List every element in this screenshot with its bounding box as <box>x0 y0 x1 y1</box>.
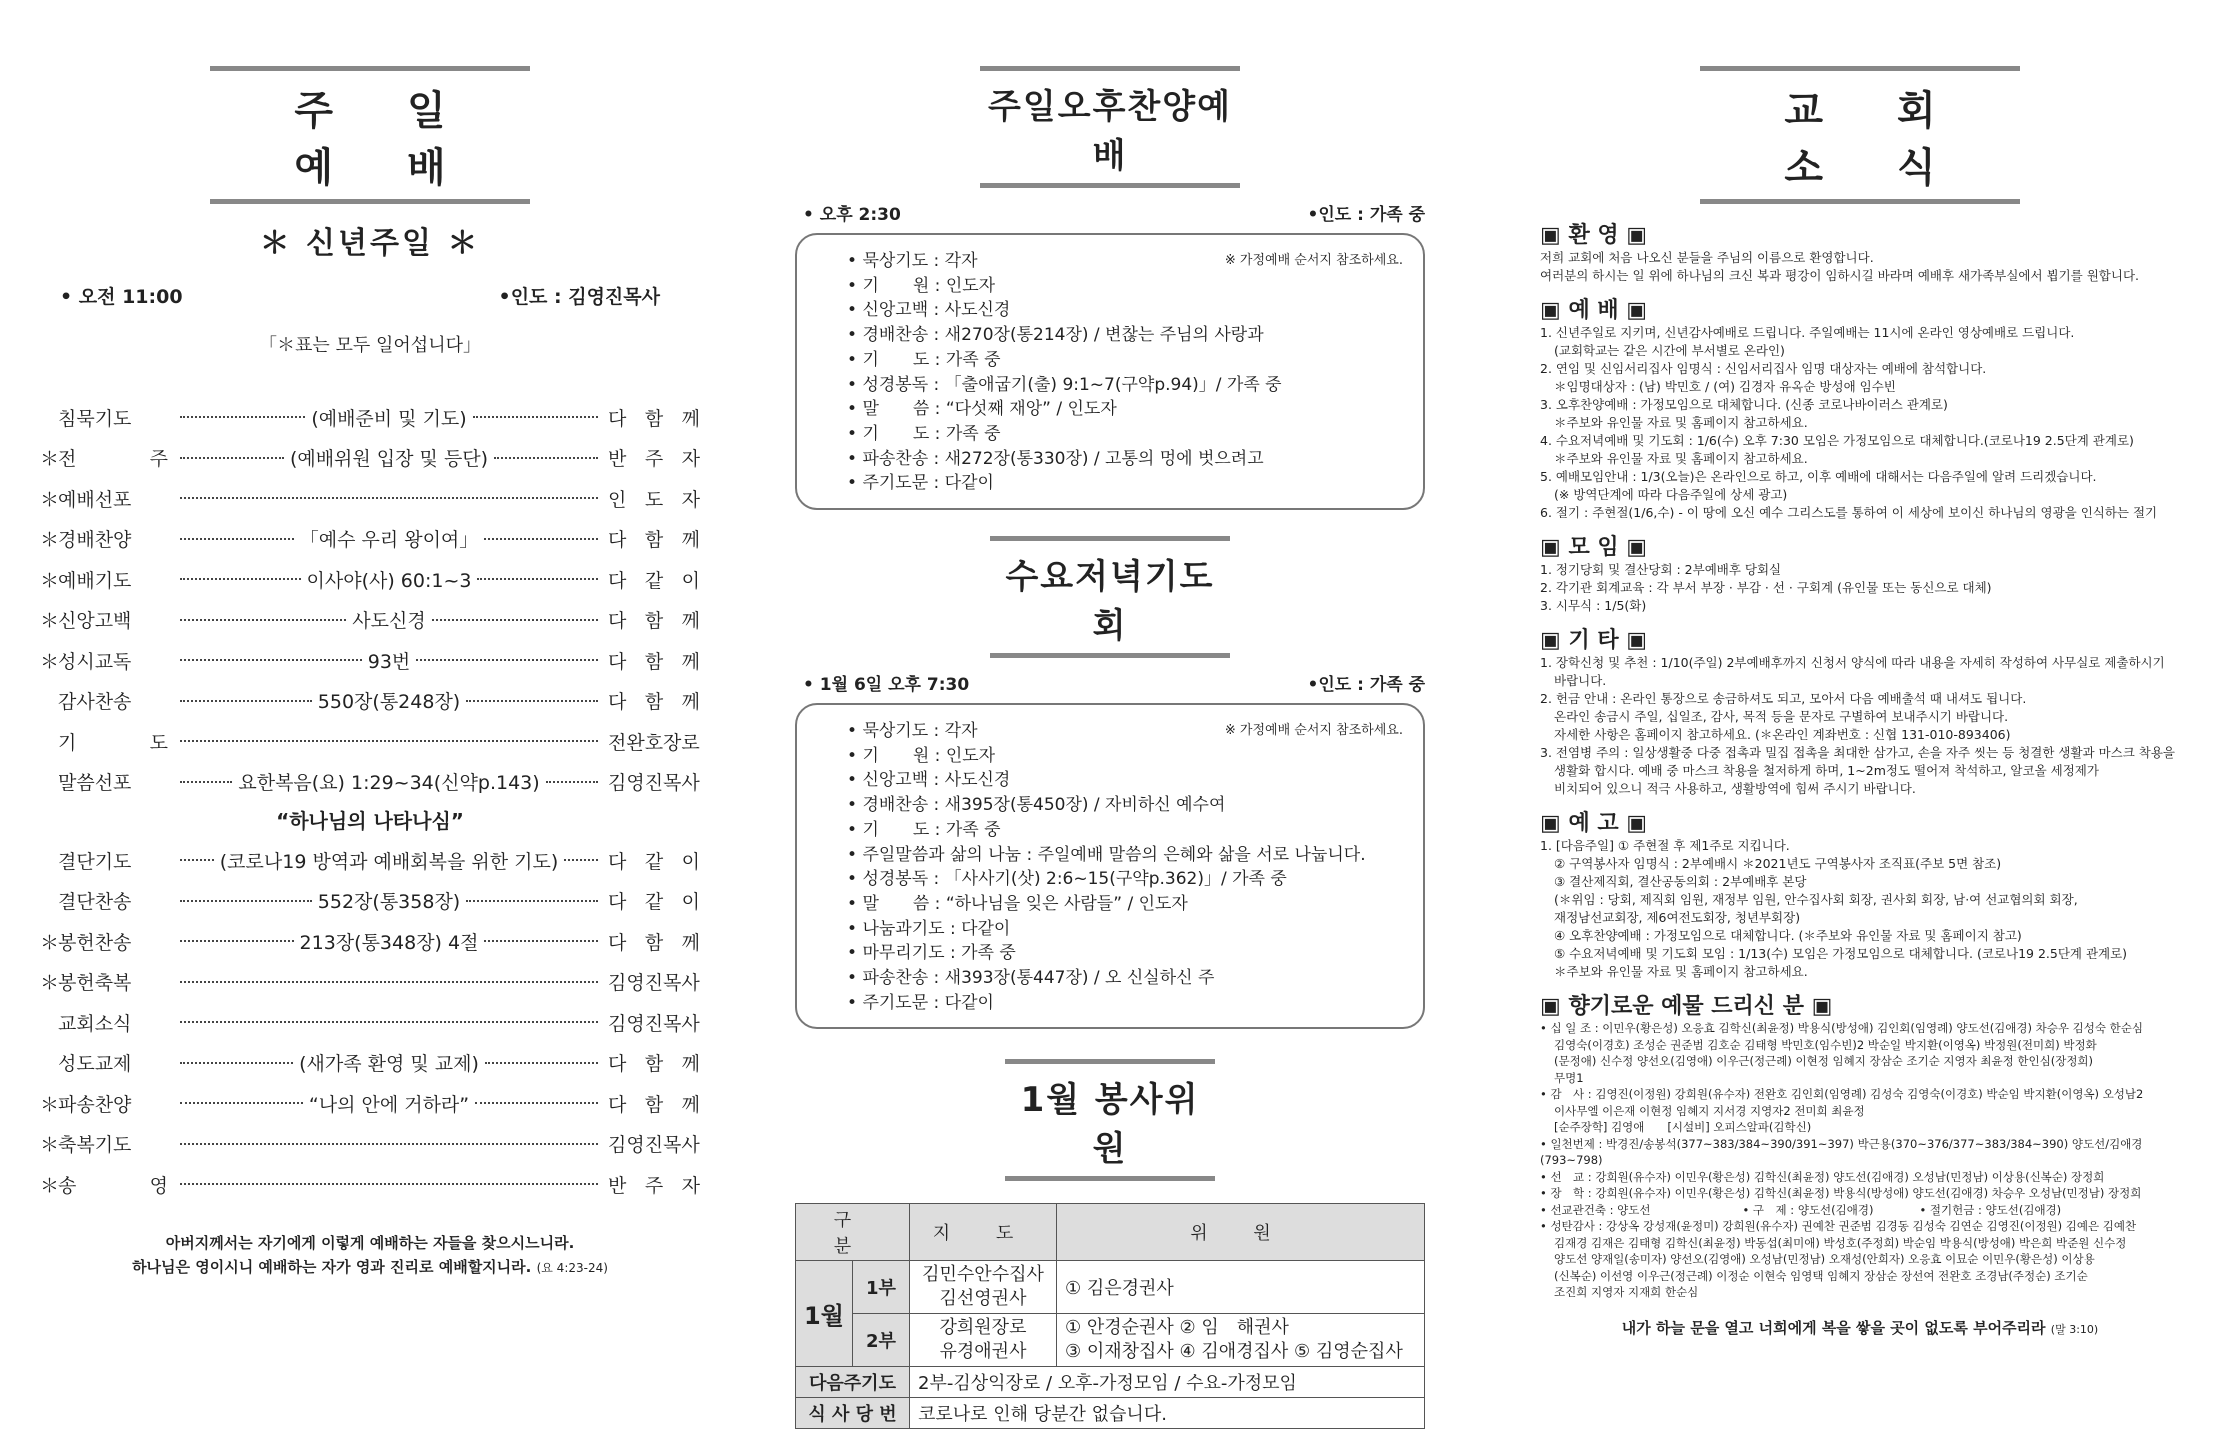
header-member: 위 원 <box>1057 1204 1425 1261</box>
news-line: 조진희 지영자 지재희 한순심 <box>1554 1285 1699 1299</box>
news-line: ＊주보와 유인물 자료 및 홈페이지 참고하세요. <box>1554 451 1808 466</box>
part1-member: ① 김은경권사 <box>1057 1261 1425 1314</box>
meeting-heading: ▣ 모 임 ▣ <box>1540 535 1648 560</box>
news-line: ⑤ 수요저녁예배 및 기도회 모임 : 1/13(수) 모임은 가정모임으로 대체합니다. (코로나19 2.5단계 관계로) <box>1554 946 2128 961</box>
order-star: ＊ <box>40 931 60 954</box>
order-person: 다 같 이 <box>608 569 700 592</box>
footer-verse-text: 내가 하늘 문을 열고 너희에게 복을 쌓을 곳이 없도록 부어주리라 <box>1621 1318 2046 1337</box>
news-line: 2. 헌금 안내 : 온라인 통장으로 송금하셔도 되고, 모아서 다음 예배출석 때 내셔도 됩니다. <box>1540 691 2027 706</box>
order-person: 김영진목사 <box>608 772 700 795</box>
news-line: • 선교관건축 : 양도선 • 구 제 : 양도선(김애경) • 절기헌금 : 양도선(김애경) <box>1540 1202 2062 1217</box>
order-row <box>40 721 700 762</box>
order-detail: 이사야(사) 60:1~3 <box>306 569 472 592</box>
middle-column <box>795 0 1425 1429</box>
order-detail: 552장(통358장) <box>317 891 461 914</box>
order-item: • 경배찬송 : 새395장(통450장) / 자비하신 예수여 <box>847 793 1405 818</box>
order-person: 전완호장로 <box>608 731 700 754</box>
worship-text <box>1540 324 2180 522</box>
order-row <box>40 681 700 722</box>
order-dots <box>174 1183 604 1185</box>
news-line: (교회학교는 같은 시간에 부서별로 온라인) <box>1554 343 1785 358</box>
afternoon-order-items <box>847 249 1405 496</box>
news-line: ② 구역봉사자 임명식 : 2부예배시 ＊2021년도 구역봉사자 조직표(주보 5면 참조) <box>1554 856 2002 871</box>
part2-member <box>1057 1314 1425 1367</box>
order-detail: 550장(통248장) <box>317 691 461 714</box>
order-item: • 기 원 : 인도자 <box>847 274 1405 299</box>
afternoon-leader: •인도 : 가족 중 <box>1307 205 1425 225</box>
order-row <box>40 519 700 560</box>
welcome-heading: ▣ 환 영 ▣ <box>1540 223 1648 248</box>
order-detail: (코로나19 방역과 예배회복을 위한 기도) <box>219 850 559 873</box>
news-line: ④ 오후찬양예배 : 가정모임으로 대체합니다. (＊주보와 유인물 자료 및 홈페이지 참고) <box>1554 928 2022 943</box>
church-news-banner: 교 회 소 식 <box>1700 66 2020 204</box>
order-item: • 경배찬송 : 새270장(통214장) / 변찮는 주님의 사랑과 <box>847 323 1405 348</box>
order-row <box>40 1083 700 1124</box>
afternoon-info-row <box>795 200 1425 225</box>
news-line: 여러분의 하시는 일 위에 하나님의 크신 복과 평강이 임하시길 바라며 예배후 새가족부실에서 뵙기를 원합니다. <box>1540 268 2140 283</box>
news-line: • 성탄감사 : 강상옥 강성재(윤정미) 강희원(유수자) 권예찬 권준범 김경동 김성숙 김연순 김영진(이정원) 김예은 김예찬 <box>1540 1219 2137 1233</box>
news-line: 1. 신년주일로 지키며, 신년감사예배로 드립니다. 주일예배는 11시에 온라인 영상예배로 드립니다. <box>1540 325 2075 340</box>
order-item: • 묵상기도 : 각자 <box>847 249 1405 274</box>
order-label: 결단기도 <box>58 850 132 873</box>
news-line: 2. 각기관 회계교육 : 각 부서 부장 · 부감 · 선 · 구회계 (유인물 또는 동신으로 대체) <box>1540 580 1992 595</box>
sermon-title: “하나님의 나타나심” <box>276 809 464 833</box>
order-person: 반 주 자 <box>608 1174 700 1197</box>
order-row <box>40 600 700 641</box>
part1-guide <box>910 1261 1057 1314</box>
order-dots <box>174 497 604 499</box>
order-person: 인 도 자 <box>608 488 700 511</box>
news-line: 김영숙(이경호) 조성순 권준범 김호순 김태형 박민호(임수빈)2 박순일 박지환(이영옥) 박정원(전미희) 박정화 <box>1554 1037 2097 1052</box>
news-line: ＊주보와 유인물 자료 및 홈페이지 참고하세요. <box>1554 415 1808 430</box>
wednesday-info-row <box>795 670 1425 695</box>
news-line: 양도선 양재일(송미자) 양선오(김영애) 오성남(민정남) 오재성(안희자) 오응효 이묘순 이민우(황은성) 이상용 <box>1554 1252 2095 1266</box>
order-person: 다 함 께 <box>608 931 700 954</box>
footer-verse-ref: (말 3:10) <box>2050 1322 2099 1336</box>
order-dots <box>174 606 604 633</box>
news-line: 6. 절기 : 주현절(1/6,수) - 이 땅에 오신 예수 그리스도를 통하여 이 세상에 보이신 하나님의 영광을 인식하는 절기 <box>1540 505 2158 520</box>
order-row <box>40 1164 700 1205</box>
news-line: 비치되어 있으니 적극 사용하고, 생활방역에 힘써 주시기 바랍니다. <box>1554 781 1916 796</box>
order-label: 말씀선포 <box>58 772 132 795</box>
order-label: 기 도 <box>58 731 168 754</box>
header-guide: 지 도 <box>910 1204 1057 1261</box>
news-line: ＊주보와 유인물 자료 및 홈페이지 참고하세요. <box>1554 964 1808 979</box>
sunday-worship-banner: 주 일 예 배 <box>210 66 530 204</box>
order-row <box>40 1002 700 1043</box>
order-dots <box>174 740 604 742</box>
order-row <box>40 397 700 438</box>
afternoon-order-box <box>795 233 1425 510</box>
news-line: 1. 정기당회 및 결산당회 : 2부예배후 당회실 <box>1540 562 1782 577</box>
order-label: 예배기도 <box>58 569 132 592</box>
order-dots <box>174 928 604 955</box>
etc-heading: ▣ 기 타 ▣ <box>1540 628 1648 653</box>
order-label: 축복기도 <box>58 1134 132 1157</box>
news-line: (※ 방역단계에 따라 다음주일에 상세 광고) <box>1554 487 1788 502</box>
volunteer-table <box>795 1203 1425 1429</box>
afternoon-time: • 오후 2:30 <box>803 205 901 225</box>
order-label: 신앙고백 <box>58 610 132 633</box>
order-item: • 파송찬송 : 새393장(통447장) / 오 신실하신 주 <box>847 966 1405 991</box>
order-person: 다 같 이 <box>608 891 700 914</box>
news-line: 저희 교회에 처음 나오신 분들을 주님의 이름으로 환영합니다. <box>1540 250 1874 265</box>
order-person: 다 함 께 <box>608 1093 700 1116</box>
order-star: ＊ <box>40 448 60 471</box>
order-item: • 기 도 : 가족 중 <box>847 422 1405 447</box>
meal-value: 코로나로 인해 당분간 없습니다. <box>910 1398 1425 1429</box>
order-star: ＊ <box>40 1134 60 1157</box>
order-dots <box>174 1021 604 1023</box>
order-row <box>40 1043 700 1084</box>
order-dots <box>174 444 604 471</box>
worship-leader: •인도 : 김영진목사 <box>498 286 660 308</box>
order-row <box>40 840 700 881</box>
order-detail: “나의 안에 거하라” <box>308 1093 470 1116</box>
worship-order-list <box>40 397 700 802</box>
order-dots <box>174 404 604 431</box>
news-line: 온라인 송금시 주일, 십일조, 감사, 목적 등을 문자로 구별하여 보내주시기 바랍니다. <box>1554 709 2009 724</box>
order-person: 김영진목사 <box>608 1134 700 1157</box>
order-row <box>40 881 700 922</box>
order-star: ＊ <box>40 610 60 633</box>
etc-text <box>1540 654 2180 798</box>
order-detail: 「예수 우리 왕이여」 <box>299 529 479 552</box>
news-line: 3. 오후찬양예배 : 가정모임으로 대체합니다. (신종 코로나바이러스 관계로) <box>1540 397 1948 412</box>
order-person: 반 주 자 <box>608 448 700 471</box>
order-detail: 사도신경 <box>352 610 426 633</box>
news-line: 김재경 김재은 김태형 김학신(최윤정) 박동섭(최미애) 박성호(주정희) 박순임 박용식(방성애) 박은희 박준원 신수정 <box>1554 1235 2127 1250</box>
next-prayer-label: 다음주기도 <box>796 1367 910 1398</box>
part2-guide <box>910 1314 1057 1367</box>
order-person: 다 함 께 <box>608 529 700 552</box>
new-year-subtitle: ＊ 신년주일 ＊ <box>259 226 481 261</box>
standing-note: 「＊표는 모두 일어섭니다」 <box>259 335 481 356</box>
order-row <box>40 1124 700 1165</box>
news-line: 이사무엘 이은재 이현정 임혜지 지서경 지영자2 전미희 최윤정 <box>1554 1103 1865 1118</box>
order-item: • 말 씀 : “다섯째 재앙” / 인도자 <box>847 397 1405 422</box>
order-person: 다 함 께 <box>608 650 700 673</box>
order-star: ＊ <box>40 1093 60 1116</box>
order-detail: 요한복음(요) 1:29~34(신약p.143) <box>238 772 540 795</box>
worship-time: • 오전 11:00 <box>60 286 183 308</box>
order-row <box>40 438 700 479</box>
meeting-text <box>1540 561 2180 615</box>
order-detail: 93번 <box>367 650 411 673</box>
order-item: • 주기도문 : 다같이 <box>847 471 1405 496</box>
verse-line-2: 하나님은 영이시니 예배하는 자가 영과 진리로 예배할지니라. <box>132 1257 532 1276</box>
order-label: 성시교독 <box>58 650 132 673</box>
order-star: ＊ <box>40 1174 60 1197</box>
news-line: 4. 수요저녁예배 및 기도회 : 1/6(수) 오후 7:30 모임은 가정모임으로 대체합니다.(코로나19 2.5단계 관계로) <box>1540 433 2134 448</box>
order-item: • 주일말씀과 삶의 나눔 : 주일예배 말씀의 은혜와 삶을 서로 나눕니다. <box>847 843 1405 868</box>
order-star: ＊ <box>40 529 60 552</box>
order-label: 침묵기도 <box>58 407 132 430</box>
news-line: 무명1 <box>1554 1070 1584 1085</box>
part1-guide-1: 김민수안수집사 <box>922 1264 1044 1286</box>
news-line: • 장 학 : 강희원(유수자) 이민우(황은성) 김학신(최윤정) 박용식(방성애) 양도선(김애경) 차승우 오성남(민정남) 장정희 <box>1540 1186 2142 1200</box>
order-item: • 신앙고백 : 사도신경 <box>847 768 1405 793</box>
footer-verse <box>1540 1317 2180 1338</box>
part2-member-1: ① 안경순권사 ② 임 해권사 <box>1065 1317 1289 1339</box>
news-line: ＊임명대상자 : (남) 박민호 / (여) 김경자 유옥순 방성애 임수빈 <box>1554 379 1896 394</box>
order-row <box>40 762 700 803</box>
news-line: 재정남선교회장, 제6여전도회장, 청년부회장) <box>1554 910 1801 925</box>
order-star: ＊ <box>40 972 60 995</box>
wednesday-leader: •인도 : 가족 중 <box>1307 675 1425 696</box>
order-dots <box>174 525 604 552</box>
order-row <box>40 921 700 962</box>
news-line: 자세한 사항은 홈페이지 참고하세요. (＊온라인 계좌번호 : 신협 131-010-893406) <box>1554 727 2011 742</box>
part2-member-2: ③ 이재창집사 ④ 김애경집사 ⑤ 김영순집사 <box>1065 1341 1403 1363</box>
month-cell: 1월 <box>796 1261 853 1367</box>
order-dots <box>174 566 604 593</box>
order-star: ＊ <box>40 569 60 592</box>
wednesday-order-items <box>847 719 1405 1015</box>
order-dots <box>174 847 604 874</box>
order-label: 송 영 <box>58 1174 168 1197</box>
order-row <box>40 962 700 1003</box>
order-label: 봉헌축복 <box>58 972 132 995</box>
order-dots <box>174 1143 604 1145</box>
order-detail: 213장(통348장) 4절 <box>299 931 479 954</box>
order-label: 예배선포 <box>58 488 132 511</box>
order-detail: (예배위원 입장 및 등단) <box>289 448 489 471</box>
order-row <box>40 559 700 600</box>
worship-heading: ▣ 예 배 ▣ <box>1540 298 1648 323</box>
wednesday-time: • 1월 6일 오후 7:30 <box>803 675 970 696</box>
news-line: 3. 시무식 : 1/5(화) <box>1540 598 1647 613</box>
offering-heading: ▣ 향기로운 예물 드리신 분 ▣ <box>1540 994 1833 1019</box>
order-dots <box>174 1090 604 1117</box>
order-star: ＊ <box>40 488 60 511</box>
order-person: 김영진목사 <box>608 972 700 995</box>
order-row <box>40 640 700 681</box>
order-item: • 마무리기도 : 가족 중 <box>847 941 1405 966</box>
wednesday-prayer-banner: 수요저녁기도회 <box>990 536 1230 658</box>
worship-order-list-2 <box>40 840 700 1205</box>
order-item: • 나눔과기도 : 다같이 <box>847 917 1405 942</box>
order-person: 김영진목사 <box>608 1012 700 1035</box>
order-detail: (새가족 환영 및 교제) <box>299 1053 479 1076</box>
order-dots <box>174 687 604 714</box>
order-item: • 기 도 : 가족 중 <box>847 348 1405 373</box>
order-row <box>40 478 700 519</box>
afternoon-praise-banner: 주일오후찬양예배 <box>980 66 1240 188</box>
meal-label: 식 사 당 번 <box>796 1398 910 1429</box>
order-person: 다 함 께 <box>608 610 700 633</box>
news-line: (신복순) 이선영 이우근(정근례) 이정순 이현숙 임영택 임혜지 장삼순 장선여 전완호 조경남(주정순) 조기순 <box>1554 1268 2088 1283</box>
verse-reference: (요 4:23-24) <box>536 1260 608 1275</box>
order-detail: (예배준비 및 기도) <box>311 407 467 430</box>
header-division: 구 분 <box>796 1204 910 1261</box>
order-person: 다 함 께 <box>608 1053 700 1076</box>
order-item: • 기 원 : 인도자 <box>847 744 1405 769</box>
afternoon-box-note: ※ 가정예배 순서지 참조하세요. <box>1224 253 1403 268</box>
news-line: [순주장학] 김영애 [시설비] 오피스알파(김학신) <box>1554 1120 1812 1134</box>
order-label: 봉헌찬송 <box>58 931 132 954</box>
notice-heading: ▣ 예 고 ▣ <box>1540 811 1648 836</box>
order-label: 전 주 <box>58 448 168 471</box>
news-line: • 일천번제 : 박경진/송봉석(377~383/384~390/391~397) 박근용(370~376/377~383/384~390) 양도선/김애경(793~798) <box>1540 1136 2143 1167</box>
part1-cell: 1부 <box>853 1261 910 1314</box>
order-label: 성도교제 <box>58 1053 132 1076</box>
news-line: 생활화 합시다. 예배 중 마스크 착용을 철저하게 하며, 1~2m정도 떨어져 착석하고, 알코올 세정제가 <box>1554 763 2099 778</box>
order-dots <box>174 887 604 914</box>
news-line: (문정애) 신수정 양선오(김영애) 이우근(정근례) 이현정 임혜지 장삼순 조기순 지영자 최윤정 한인심(장정희) <box>1554 1054 2094 1068</box>
bible-verse <box>40 1231 700 1280</box>
order-item: • 신앙고백 : 사도신경 <box>847 298 1405 323</box>
news-line: 바랍니다. <box>1554 673 1607 688</box>
order-dots <box>174 768 604 795</box>
order-label: 결단찬송 <box>58 891 132 914</box>
verse-line-1: 아버지께서는 자기에게 이렇게 예배하는 자들을 찾으시느니라. <box>165 1233 575 1252</box>
offering-text <box>1540 1020 2180 1301</box>
news-line: (＊위임 : 당회, 제직회 임원, 재정부 임원, 안수집사회 회장, 권사회 회장, 남·여 선교협의회 회장, <box>1554 892 2078 907</box>
order-item: • 성경봉독 : 「사사기(삿) 2:6~15(구약p.362)」/ 가족 중 <box>847 867 1405 892</box>
worship-info-row <box>40 282 700 309</box>
order-item: • 기 도 : 가족 중 <box>847 818 1405 843</box>
order-dots <box>174 981 604 983</box>
order-dots <box>174 647 604 674</box>
wednesday-order-box <box>795 703 1425 1029</box>
order-label: 파송찬양 <box>58 1093 132 1116</box>
order-item: • 성경봉독 : 「출애굽기(출) 9:1~7(구약p.94)」/ 가족 중 <box>847 373 1405 398</box>
news-line: 3. 전염병 주의 : 일상생활중 다중 접촉과 밀집 접촉을 최대한 삼가고, 손을 자주 씻는 등 청결한 생활과 마스크 착용을 <box>1540 745 2176 760</box>
news-line: ③ 결산제직회, 결산공동의회 : 2부예배후 본당 <box>1554 874 1807 889</box>
order-label: 교회소식 <box>58 1012 132 1035</box>
order-item: • 말 씀 : “하나님을 잊은 사람들” / 인도자 <box>847 892 1405 917</box>
news-line: • 감 사 : 김영진(이정원) 강희원(유수자) 전완호 김인회(임영례) 김성숙 김영숙(이경호) 박순임 박지환(이영옥) 오성남2 <box>1540 1087 2144 1101</box>
welcome-text <box>1540 249 2180 285</box>
part1-guide-2: 김선영권사 <box>939 1288 1027 1310</box>
news-line: 2. 연임 및 신임서리집사 임명식 : 신임서리집사 임명 대상자는 예배에 참석합니다. <box>1540 361 1987 376</box>
order-item: • 주기도문 : 다같이 <box>847 991 1405 1016</box>
news-line: 1. 장학신청 및 추천 : 1/10(주일) 2부예배후까지 신청서 양식에 따라 내용을 자세히 작성하여 사무실로 제출하시기 <box>1540 655 2165 670</box>
order-label: 감사찬송 <box>58 691 132 714</box>
next-prayer-value: 2부-김상익장로 / 오후-가정모임 / 수요-가정모임 <box>910 1367 1425 1398</box>
part2-cell: 2부 <box>853 1314 910 1367</box>
sunday-worship-column <box>40 0 700 1280</box>
order-item: • 묵상기도 : 각자 <box>847 719 1405 744</box>
order-label: 경배찬양 <box>58 529 132 552</box>
church-news-column <box>1540 0 2180 1338</box>
news-line: • 선 교 : 강희원(유수자) 이민우(황은성) 김학신(최윤정) 양도선(김애경) 오성남(민정남) 이상용(신복순) 장정희 <box>1540 1169 2105 1184</box>
order-person: 다 함 께 <box>608 407 700 430</box>
news-line: • 십 일 조 : 이민우(황은성) 오응효 김학신(최윤정) 박용식(방성애) 김인회(임영례) 양도선(김애경) 차승우 김성숙 한순심 <box>1540 1021 2143 1035</box>
notice-text <box>1540 837 2180 981</box>
wednesday-box-note: ※ 가정예배 순서지 참조하세요. <box>1224 723 1403 739</box>
order-item: • 파송찬송 : 새272장(통330장) / 고통의 멍에 벗으려고 <box>847 447 1405 472</box>
part2-guide-2: 유경애권사 <box>939 1341 1027 1363</box>
volunteer-banner: 1월 봉사위원 <box>1005 1059 1215 1181</box>
order-person: 다 함 께 <box>608 691 700 714</box>
order-person: 다 같 이 <box>608 850 700 873</box>
news-line: 5. 예배모임안내 : 1/3(오늘)은 온라인으로 하고, 이후 예배에 대해서는 다음주일에 알려 드리겠습니다. <box>1540 469 2097 484</box>
order-star: ＊ <box>40 650 60 673</box>
order-dots <box>174 1049 604 1076</box>
part2-guide-1: 강희원장로 <box>939 1317 1027 1339</box>
news-line: 1. [다음주일] ① 주현절 후 제1주로 지킵니다. <box>1540 838 1790 853</box>
